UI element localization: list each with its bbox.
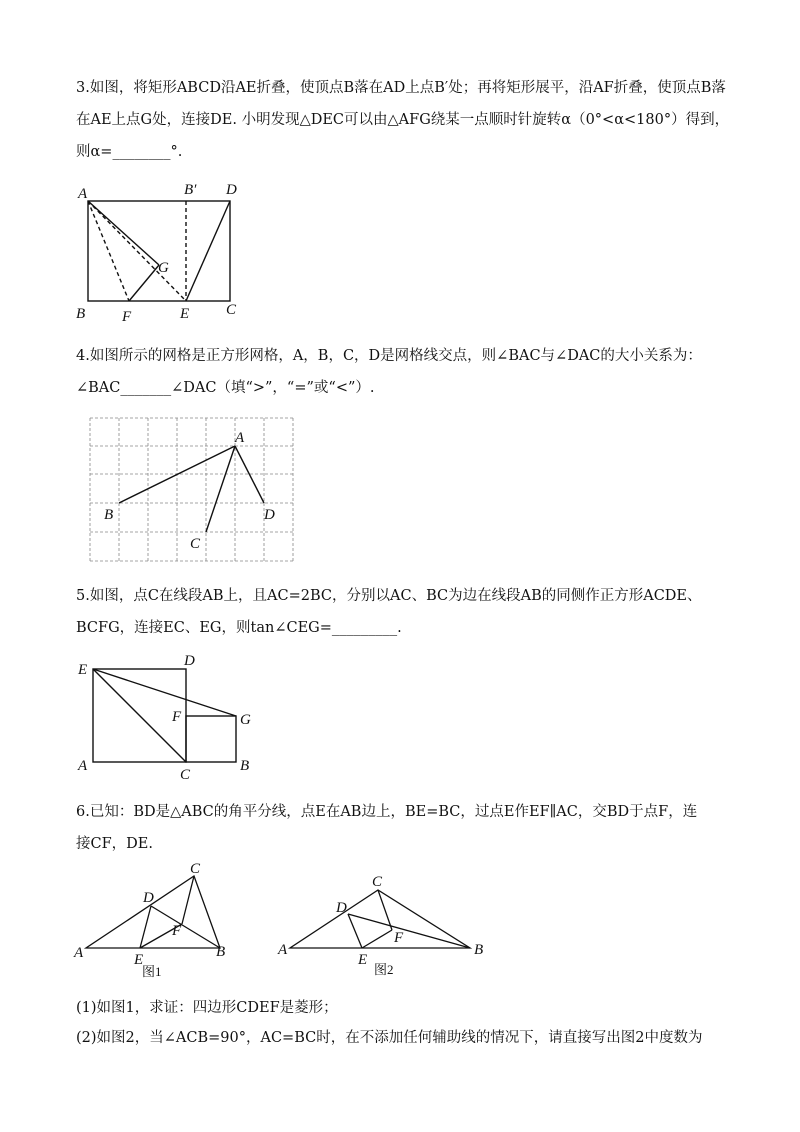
q6-fig2-label-A: A	[278, 942, 288, 958]
q6-fig1-label-D: D	[143, 890, 154, 906]
q6-figure-2	[274, 870, 494, 980]
q5-label-G: G	[240, 712, 251, 728]
q4-text-line-2: ∠BAC_______∠DAC（填“>”，“=”或“<”）.	[76, 380, 375, 396]
q6-fig1-label-E: E	[134, 952, 144, 968]
q3-label-F: F	[122, 309, 132, 325]
q5-label-D: D	[184, 653, 195, 669]
q5-text-line-1: 5.如图，点C在线段AB上，且AC=2BC，分别以AC、BC为边在线段AB的同侧作正方形ACDE、	[76, 588, 702, 604]
q5-label-A: A	[78, 758, 88, 774]
q4-grid-figure	[88, 416, 298, 564]
q6-fig2-label-D: D	[336, 900, 347, 916]
q6-part-2: (2)如图2，当∠ACB=90°，AC=BC时，在不添加任何辅助线的情况下，请直接写出图2中度数为	[76, 1030, 703, 1046]
q4-text-line-1: 4.如图所示的网格是正方形网格，A，B，C，D是网格线交点，则∠BAC与∠DAC的大小关系为：	[76, 348, 702, 364]
q5-text-line-2: BCFG，连接EC、EG，则tan∠CEG=_________.	[76, 620, 402, 636]
q6-fig1-label-F: F	[172, 923, 182, 939]
q3-label-C: C	[226, 302, 237, 318]
q4-label-A: A	[235, 430, 245, 446]
q3-rectangle-figure	[70, 176, 260, 326]
q6-fig2-caption: 图2	[374, 962, 394, 977]
q6-fig2-label-F: F	[394, 930, 404, 946]
q6-fig1-label-A: A	[74, 945, 84, 961]
q3-label-Bprime: B′	[184, 182, 197, 198]
q6-fig1-label-B: B	[216, 944, 226, 960]
q3-text-line-3: 则α=________°.	[76, 144, 183, 160]
q6-text-line-1: 6.已知：BD是△ABC的角平分线，点E在AB边上，BE=BC，过点E作EF∥AC，交BD于点F，连	[76, 804, 698, 820]
q6-part-1: (1)如图1，求证：四边形CDEF是菱形；	[76, 1000, 338, 1016]
q6-fig2-label-C: C	[372, 874, 383, 890]
q6-figure-1	[72, 860, 242, 984]
q6-text-line-2: 接CF，DE.	[76, 836, 153, 852]
q5-label-F: F	[172, 709, 182, 725]
q5-label-E: E	[78, 662, 88, 678]
q3-text-line-1: 3.如图，将矩形ABCD沿AE折叠，使顶点B落在AD上点B′处；再将矩形展平，沿AF折叠，使顶点B落	[76, 80, 726, 96]
q5-squares-figure	[72, 650, 262, 785]
q3-label-B: B	[76, 306, 86, 322]
q6-fig2-label-B: B	[474, 942, 484, 958]
q4-label-D: D	[264, 507, 275, 523]
q4-label-B: B	[104, 507, 114, 523]
q5-label-C: C	[180, 767, 191, 783]
q6-fig1-caption: 图1	[142, 964, 162, 979]
q3-label-E: E	[180, 306, 190, 322]
q3-label-A: A	[78, 186, 88, 202]
q3-label-D: D	[226, 182, 237, 198]
q4-label-C: C	[190, 536, 201, 552]
q3-text-line-2: 在AE上点G处，连接DE. 小明发现△DEC可以由△AFG绕某一点顺时针旋转α（0°<α<180°）得到，	[76, 112, 730, 128]
q6-fig2-label-E: E	[358, 952, 368, 968]
q3-label-G: G	[158, 260, 169, 276]
q6-fig1-label-C: C	[190, 861, 201, 877]
q5-label-B: B	[240, 758, 250, 774]
